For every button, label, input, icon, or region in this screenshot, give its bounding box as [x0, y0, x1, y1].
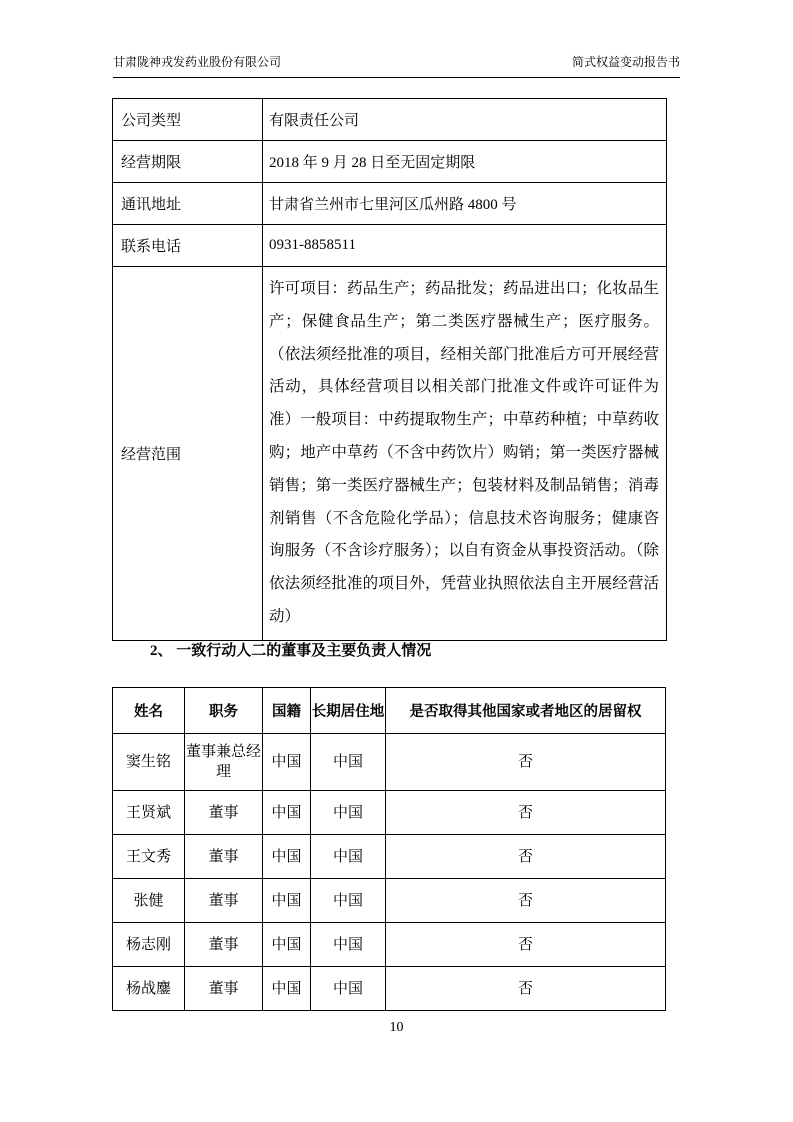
cell-name: 杨志刚	[113, 923, 185, 967]
cell-name: 王贤斌	[113, 791, 185, 835]
column-header-permit: 是否取得其他国家或者地区的居留权	[386, 688, 666, 734]
row-value: 有限责任公司	[263, 99, 667, 141]
cell-name: 窦生铭	[113, 734, 185, 791]
column-header-residence: 长期居住地	[311, 688, 386, 734]
table-row	[113, 835, 666, 879]
cell-residence: 中国	[311, 835, 386, 879]
cell-name: 杨战鏖	[113, 967, 185, 1011]
header-doc-title: 简式权益变动报告书	[571, 55, 680, 69]
company-info-table	[112, 98, 667, 641]
cell-nationality: 中国	[263, 835, 311, 879]
cell-residence: 中国	[311, 791, 386, 835]
cell-permit: 否	[386, 923, 666, 967]
cell-position: 董事	[185, 923, 263, 967]
cell-nationality: 中国	[263, 734, 311, 791]
cell-name: 王文秀	[113, 835, 185, 879]
page-header	[113, 53, 680, 78]
row-value: 甘肃省兰州市七里河区瓜州路 4800 号	[263, 183, 667, 225]
row-value: 2018 年 9 月 28 日至无固定期限	[263, 141, 667, 183]
cell-position: 董事	[185, 835, 263, 879]
cell-residence: 中国	[311, 967, 386, 1011]
cell-nationality: 中国	[263, 967, 311, 1011]
cell-nationality: 中国	[263, 923, 311, 967]
column-header-nationality: 国籍	[263, 688, 311, 734]
cell-permit: 否	[386, 791, 666, 835]
table-row	[113, 791, 666, 835]
cell-residence: 中国	[311, 879, 386, 923]
table-row	[113, 923, 666, 967]
table-row	[113, 225, 667, 267]
header-company-name: 甘肃陇神戎发药业股份有限公司	[113, 55, 282, 69]
cell-nationality: 中国	[263, 791, 311, 835]
row-label: 经营期限	[113, 141, 263, 183]
page-number: 10	[389, 1020, 404, 1035]
cell-permit: 否	[386, 879, 666, 923]
cell-position: 董事	[185, 967, 263, 1011]
cell-residence: 中国	[311, 923, 386, 967]
cell-position: 董事兼总经理	[185, 734, 263, 791]
table-row	[113, 267, 667, 641]
table-row	[113, 879, 666, 923]
row-label: 通讯地址	[113, 183, 263, 225]
cell-permit: 否	[386, 734, 666, 791]
row-label: 公司类型	[113, 99, 263, 141]
row-label: 经营范围	[113, 267, 263, 641]
cell-permit: 否	[386, 835, 666, 879]
table-row	[113, 99, 667, 141]
cell-nationality: 中国	[263, 879, 311, 923]
column-header-position: 职务	[185, 688, 263, 734]
table-header-row	[113, 688, 666, 734]
cell-residence: 中国	[311, 734, 386, 791]
cell-permit: 否	[386, 967, 666, 1011]
table-row	[113, 967, 666, 1011]
directors-table	[112, 687, 666, 1011]
section-heading: 2、 一致行动人二的董事及主要负责人情况	[150, 643, 432, 659]
table-row	[113, 141, 667, 183]
cell-position: 董事	[185, 791, 263, 835]
cell-name: 张健	[113, 879, 185, 923]
row-value: 0931-8858511	[263, 225, 667, 267]
cell-position: 董事	[185, 879, 263, 923]
table-row	[113, 734, 666, 791]
column-header-name: 姓名	[113, 688, 185, 734]
row-label: 联系电话	[113, 225, 263, 267]
table-row	[113, 183, 667, 225]
row-value: 许可项目：药品生产；药品批发；药品进出口；化妆品生产；保健食品生产；第二类医疗器械生产；医疗服务。（依法须经批准的项目，经相关部门批准后方可开展经营活动，具体经营项目以相关部门批准文件或许可证件为准）一般项目：中药提取物生产；中草药种植；中草药收购；地产中草药（不含中药饮片）购销；第一类医疗器械销售；第一类医疗器械生产；包装材料及制品销售；消毒剂销售（不含危险化学品）；信息技术咨询服务；健康咨询服务（不含诊疗服务）；以自有资金从事投资活动。（除依法须经批准的项目外，凭营业执照依法自主开展经营活动）	[263, 267, 667, 641]
